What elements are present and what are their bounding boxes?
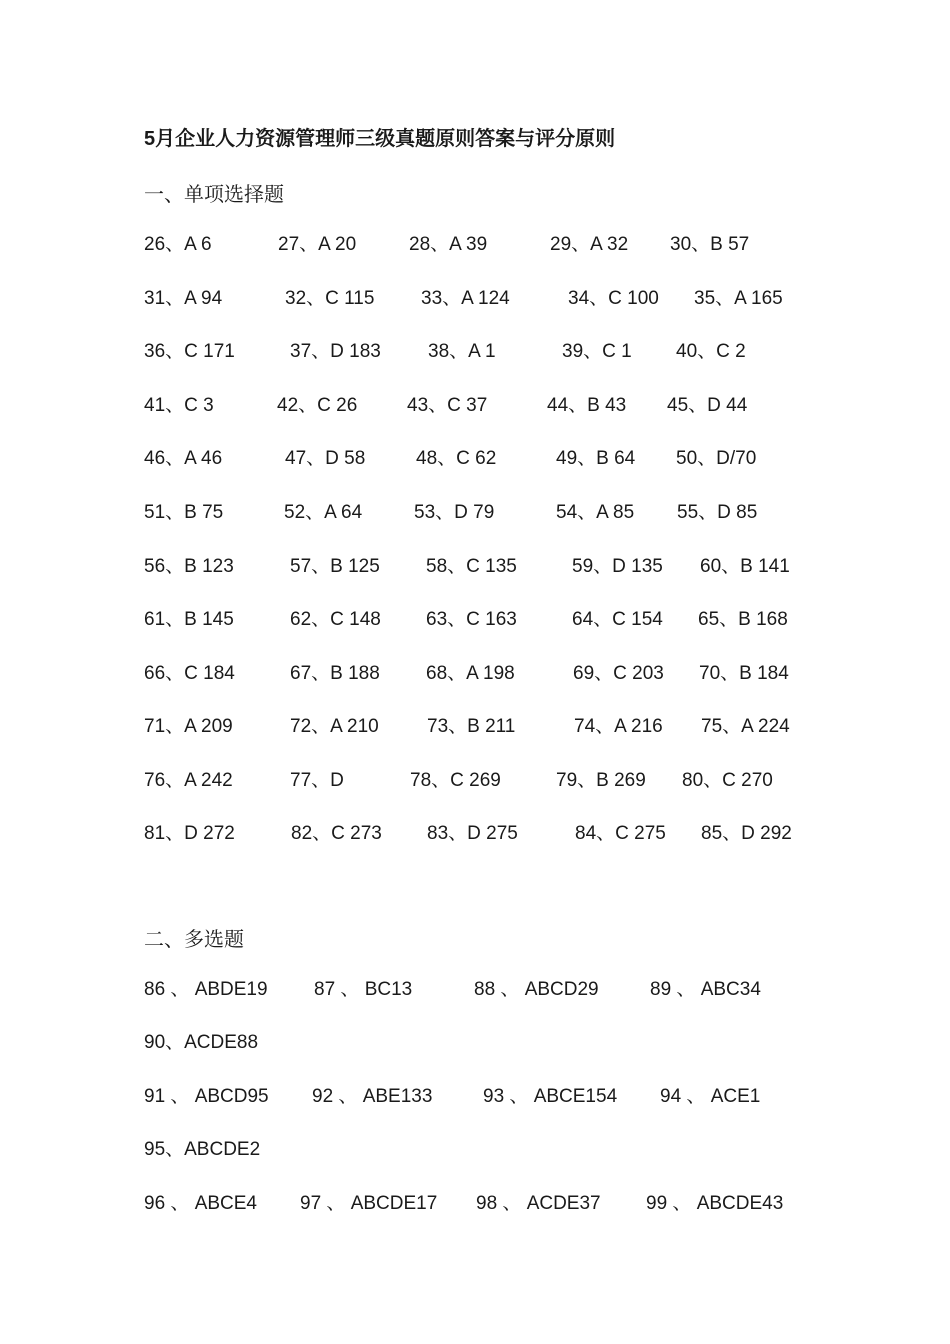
answer-row — [0, 497, 950, 525]
answer-item: 32、C 115 — [285, 288, 375, 309]
answer-item: 53、D 79 — [414, 502, 495, 523]
answer-item: 59、D 135 — [572, 556, 663, 577]
answer-row — [0, 229, 950, 257]
answer-item: 96 、 ABCE4 — [144, 1193, 257, 1214]
answer-item: 85、D 292 — [701, 823, 792, 844]
answer-item: 91 、 ABCD95 — [144, 1086, 269, 1107]
answer-item: 41、C 3 — [144, 395, 214, 416]
answer-item: 92 、 ABE133 — [312, 1086, 433, 1107]
answer-item: 63、C 163 — [426, 609, 517, 630]
answer-row — [0, 1188, 950, 1216]
answer-item: 48、C 62 — [416, 448, 497, 469]
answer-item: 30、B 57 — [670, 234, 750, 255]
answer-item: 81、D 272 — [144, 823, 235, 844]
answer-item: 60、B 141 — [700, 556, 790, 577]
answer-item: 87 、 BC13 — [314, 979, 413, 1000]
answer-item: 61、B 145 — [144, 609, 234, 630]
answer-item: 89 、 ABC34 — [650, 979, 761, 1000]
answer-item: 44、B 43 — [547, 395, 627, 416]
answer-item: 93 、 ABCE154 — [483, 1086, 618, 1107]
answer-item: 34、C 100 — [568, 288, 659, 309]
answer-item: 68、A 198 — [426, 663, 515, 684]
answer-item: 84、C 275 — [575, 823, 666, 844]
answer-item: 83、D 275 — [427, 823, 518, 844]
answer-item: 31、A 94 — [144, 288, 223, 309]
answer-item: 76、A 242 — [144, 770, 233, 791]
answer-item: 35、A 165 — [694, 288, 783, 309]
answer-row — [0, 443, 950, 471]
answer-row — [0, 765, 950, 793]
answer-item: 36、C 171 — [144, 341, 235, 362]
answer-item: 72、A 210 — [290, 716, 379, 737]
answer-item: 75、A 224 — [701, 716, 790, 737]
answer-row — [0, 1134, 950, 1162]
answer-row — [0, 551, 950, 579]
answer-item: 56、B 123 — [144, 556, 234, 577]
answer-item: 28、A 39 — [409, 234, 488, 255]
answer-item: 45、D 44 — [667, 395, 748, 416]
answer-item: 55、D 85 — [677, 502, 758, 523]
answer-item: 65、B 168 — [698, 609, 788, 630]
answer-item: 69、C 203 — [573, 663, 664, 684]
answer-item: 58、C 135 — [426, 556, 517, 577]
answer-item: 37、D 183 — [290, 341, 381, 362]
document-title: 5月企业人力资源管理师三级真题原则答案与评分原则 — [144, 128, 616, 150]
answer-item: 46、A 46 — [144, 448, 223, 469]
answer-item: 99 、 ABCDE43 — [646, 1193, 784, 1214]
answer-row — [0, 711, 950, 739]
multiple-choice-heading: 二、多选题 — [144, 929, 244, 951]
answer-item: 77、D — [290, 770, 344, 791]
answer-item: 39、C 1 — [562, 341, 632, 362]
answer-item: 70、B 184 — [699, 663, 789, 684]
answer-item: 64、C 154 — [572, 609, 663, 630]
answer-item: 86 、 ABDE19 — [144, 979, 268, 1000]
answer-item: 95、ABCDE2 — [144, 1139, 261, 1160]
answer-item: 51、B 75 — [144, 502, 224, 523]
answer-row — [0, 974, 950, 1002]
answer-item: 82、C 273 — [291, 823, 382, 844]
answer-item: 94 、 ACE1 — [660, 1086, 761, 1107]
answer-item: 40、C 2 — [676, 341, 746, 362]
answer-item: 78、C 269 — [410, 770, 501, 791]
answer-item: 33、A 124 — [421, 288, 510, 309]
answer-row — [0, 1027, 950, 1055]
answer-item: 47、D 58 — [285, 448, 366, 469]
answer-row — [0, 336, 950, 364]
answer-item: 97 、 ABCDE17 — [300, 1193, 438, 1214]
answer-item: 80、C 270 — [682, 770, 773, 791]
answer-item: 71、A 209 — [144, 716, 233, 737]
answer-item: 66、C 184 — [144, 663, 235, 684]
answer-row — [0, 1081, 950, 1109]
answer-row — [0, 390, 950, 418]
answer-item: 54、A 85 — [556, 502, 635, 523]
answer-row — [0, 604, 950, 632]
answer-item: 98 、 ACDE37 — [476, 1193, 601, 1214]
answer-item: 90、ACDE88 — [144, 1032, 259, 1053]
answer-item: 42、C 26 — [277, 395, 358, 416]
answer-item: 74、A 216 — [574, 716, 663, 737]
answer-item: 29、A 32 — [550, 234, 629, 255]
answer-row — [0, 818, 950, 846]
answer-item: 43、C 37 — [407, 395, 488, 416]
answer-item: 79、B 269 — [556, 770, 646, 791]
answer-item: 67、B 188 — [290, 663, 380, 684]
answer-item: 26、A 6 — [144, 234, 212, 255]
single-choice-heading: 一、单项选择题 — [144, 184, 284, 206]
answer-item: 27、A 20 — [278, 234, 357, 255]
answer-item: 88 、 ABCD29 — [474, 979, 599, 1000]
answer-item: 38、A 1 — [428, 341, 496, 362]
answer-row — [0, 283, 950, 311]
answer-item: 52、A 64 — [284, 502, 363, 523]
answer-item: 50、D/70 — [676, 448, 757, 469]
answer-item: 57、B 125 — [290, 556, 380, 577]
answer-row — [0, 658, 950, 686]
answer-item: 73、B 211 — [427, 716, 516, 737]
answer-item: 49、B 64 — [556, 448, 636, 469]
answer-item: 62、C 148 — [290, 609, 381, 630]
